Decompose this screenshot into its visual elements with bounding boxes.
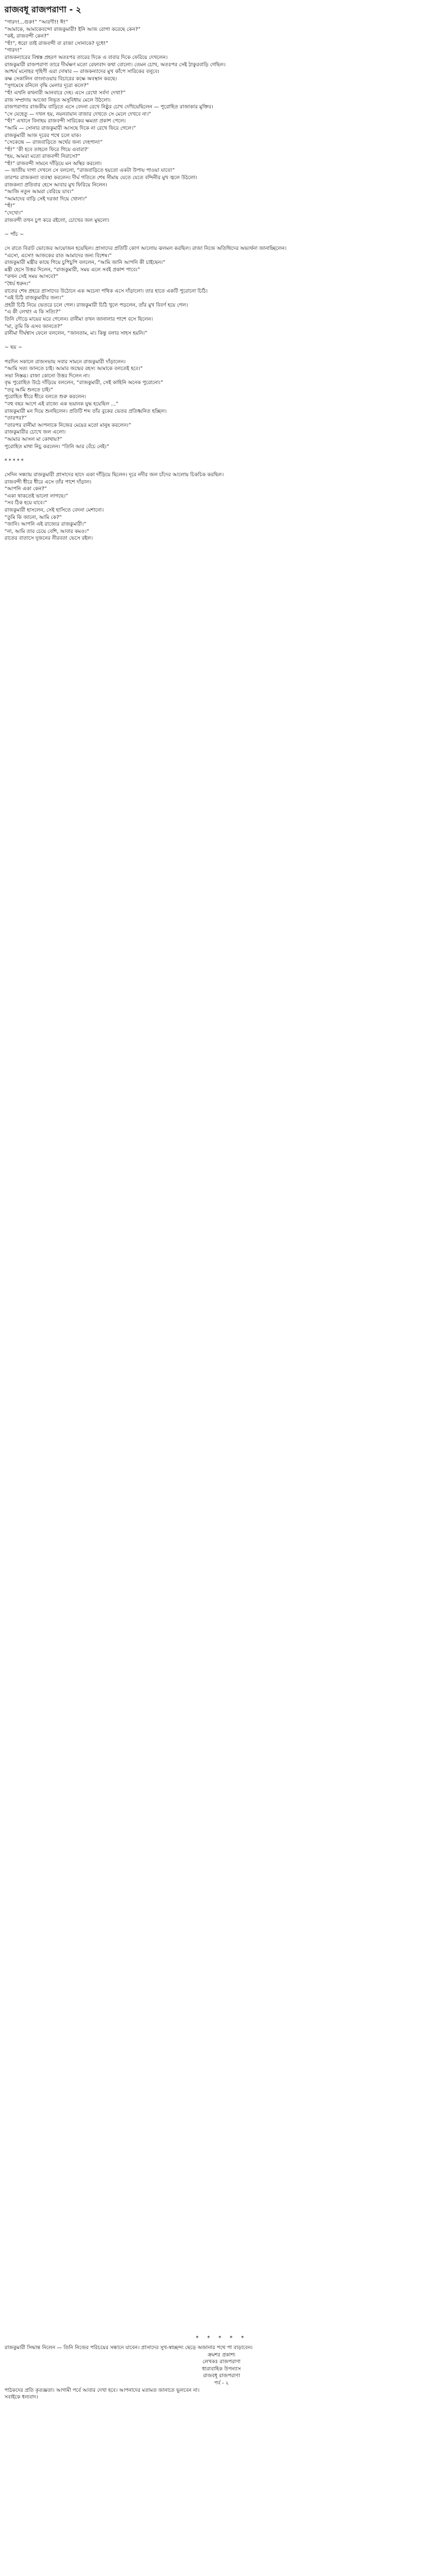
body-line: “গারদ!” xyxy=(4,48,22,54)
body-line: “সেকেন্দ্রে — রাজবাড়িতে অর্থের জন্য দেহপান!” xyxy=(4,140,103,146)
body-line: “কই, রাজবন্দী কেন?” xyxy=(4,34,49,40)
body-line: সভা নিস্তব্ধ। রাজা কোনো উত্তর দিলেন না। xyxy=(4,373,90,379)
body-line: “বহু বছর আগে এই রাজ্যে এক ভয়ানক যুদ্ধ হয়েছিল ...” xyxy=(4,402,118,408)
body-line: “সে যেহেতু — দখল হয়, নয়নবায়ান বাজার দেখতে সে মেলে দেখবে না।” xyxy=(4,111,152,117)
page-title: রাজবধূ রাজপরাণা - ২ xyxy=(4,4,81,15)
body-line xyxy=(4,352,439,359)
body-line: “হুঁ!” ‘কী হবে তাহলে ফিরে গিয়ে এবারা?’ xyxy=(4,147,89,153)
body-line: “তবু আমি শুনতে চাই।” xyxy=(4,387,53,393)
body-line: “কখন সেই সময় আসবে?” xyxy=(4,274,58,280)
footer-short: সবাইকে ধন্যবাদ। xyxy=(4,2395,38,2401)
body-line: রাজকুমারী মন্ত্রীর কাছে গিয়ে চুপিচুপি বললেন, “আমি জানি আপনি কী চাইছেন।” xyxy=(4,260,166,266)
body-line: রাতের বাতাসে দুজনের নীরবতা ভেসে রইল। xyxy=(4,536,93,542)
body-line: কক্ষ সেকালিন বাংলাওয়ার বিচারের কক্ষে অবস্থান করছে। xyxy=(4,76,117,82)
body-line: “তুমি কি জানো, আমি কে?” xyxy=(4,514,62,521)
body-line: মন্ত্রী হেসে উত্তর দিলেন, “রাজকুমারী, সময় এলে সবই প্রকাশ পাবে।” xyxy=(4,267,140,273)
body-line xyxy=(4,450,439,458)
body-line: তিনি দৌড়ে মায়ের ঘরে গেলেন। রানীমা তখন জানালার পাশে বসে ছিলেন। xyxy=(4,316,153,322)
body-line: “এ কী লেখা! এ কি সত্যি?” xyxy=(4,309,61,316)
signature-line: পর্ব - ২ xyxy=(214,2380,229,2386)
body-line: * * * * * xyxy=(4,458,24,464)
body-line: “তারপর?” xyxy=(4,416,27,422)
body-line: প্রহরী চিঠি নিয়ে ভেতরে চলে গেল। রাজকুমারী চিঠি খুলে পড়লেন, তাঁর মুখ বিবর্ণ হয়ে গেল। xyxy=(4,302,188,308)
closing-paragraph: রাজকুমারী সিদ্ধান্ত নিলেন — তিনি নিজের পরিচয়ের সন্ধানে যাবেন। প্রাসাদের সুখ-স্বাচ্ছন্দ্য ছেড়ে অজানার পথে পা বাড়াবেন। xyxy=(4,2345,253,2351)
body-line: রাতের শেষ প্রহরে প্রাসাদের উঠোনে এক অচেনা পথিক এসে দাঁড়ালো। তার হাতে একটি পুরোনো চিঠি। xyxy=(4,288,208,294)
body-line: “দেখো।” xyxy=(4,211,24,217)
body-line: “হুঁ!” রাজবন্দী সামনে দাঁড়িয়ে মন অস্থির করলো। xyxy=(4,161,102,167)
body-line: “আমাকে, আমাকেবন্দো রাজকুমারী! ইনি আজ রোগা করেছে কেন?” xyxy=(4,26,141,33)
body-line xyxy=(4,464,439,472)
signature-line: লেখকঃ রাজপরাণা xyxy=(202,2359,241,2365)
body-line: “সব ঠিক হয়ে যাবে।” xyxy=(4,500,47,507)
body-line: সেদিন সন্ধ্যায় রাজকুমারী প্রাসাদের ছাদে একা দাঁড়িয়ে ছিলেন। দূরে নদীর জল চাঁদের আলোয় চিকচিক করছিল। xyxy=(4,472,224,478)
body-line: পরদিন সকালে রাজসভায় সবার সামনে রাজকুমারী দাঁড়ালেন। xyxy=(4,359,126,365)
body-line: ~ ছয় ~ xyxy=(4,345,22,351)
body-line: রাজকুমারী আজ দূরের পথে চলে যাক। xyxy=(4,133,81,139)
signature-line: রাজবধূ রাজপরাণা xyxy=(203,2373,240,2379)
body-line: “আজি নতুন আমরা বেরিয়ে যাব।” xyxy=(4,189,74,195)
body-line: “গারদ!...গুরু!” “আরণী!! ঈ!” xyxy=(4,20,68,25)
signature-block xyxy=(4,2352,439,2387)
body-line: রানীমা দীর্ঘশ্বাস ফেলে বললেন, “জানতাম, মা। কিন্তু বলার সাহস হয়নি।” xyxy=(4,331,148,337)
body-line: ~ পাঁচ ~ xyxy=(4,231,24,238)
body-line: রাজকুমারী মন দিয়ে শুনছিলেন। প্রতিটি শব্দ তাঁর বুকের ভেতর প্রতিধ্বনিত হচ্ছিল। xyxy=(4,408,167,414)
body-line xyxy=(4,338,439,345)
signature-line: ক্রমশঃ প্রকাশ্য xyxy=(207,2352,236,2358)
body-line: “আমার আসল মা কোথায়?” xyxy=(4,437,62,443)
body-line: “ধৈর্য ধরুন।” xyxy=(4,281,31,287)
body-line: রাজকুমারী হাসলেন, সেই হাসিতে বেদনা মেশানো। xyxy=(4,507,104,513)
section-break: * * * * * xyxy=(195,2335,248,2341)
body-line: “আমাদের বাড়ি সেই দরজা দিয়ে খোলা।” xyxy=(4,196,88,202)
body-line: রাজকন্যারের বিশ্বস্ত প্রহরণ অতঃপর তারের দিকে এ বাবার দিকে ফেরিয়ে দেখলেন। xyxy=(4,54,168,61)
body-line: “মা, তুমি কি এসব জানতে?” xyxy=(4,323,63,330)
body-line: “আমি — সোনার রাজকুমারী আসছে দিকে না রেখে ফিরে গেলে।” xyxy=(4,125,136,131)
body-line: সে রাতে বিরাট ভোজের আয়োজন হয়েছিল। প্রাসাদের প্রতিটি কোণ আলোয় ঝলমল করছিল। রাজা নিজে অতিথিদের অভ্যর্থনা জানাচ্ছিলেন। xyxy=(4,246,287,252)
body-line: রাজবন্দী ধীরে ধীরে এসে তাঁর পাশে দাঁড়াল। xyxy=(4,479,92,485)
body-line: বৃদ্ধ পুরোহিত উঠে দাঁড়িয়ে বললেন, “রাজকুমারী, সেই কাহিনি অনেক পুরোনো।” xyxy=(4,380,163,386)
body-line: রাজপরাণার রাজকীয় বাড়িতে এসে বেদনা রেখে নিষ্ঠুর চোখ দেখিয়েছিলেন — পুরোহিত রাজাকার মুক্তির। xyxy=(4,104,213,111)
body-line: “হুঁ!” এখানে বিনাহয় রাজবন্দী সারিকের ক্ষমতা প্রকাশ পেলে। xyxy=(4,118,126,125)
footer-paragraph: পাঠকদের প্রতি কৃতজ্ঞতা। আগামী পর্বে আবার দেখা হবে। আপনাদের মতামত জানাতে ভুলবেন না। xyxy=(4,2387,200,2393)
body-line: রাজ সম্প্রদায় আজো নিভৃত অসুবিধায় মেলে উঠলো। xyxy=(4,97,111,103)
body-line: “একা থাকতেই ভালো লাগছে।” xyxy=(4,493,68,499)
body-line: পুরোহিত মাথা নিচু করলেন। “তিনি আর বেঁচে নেই।” xyxy=(4,444,109,450)
body-line: “হুঁ! এখনি কখনারী আনবারে দেহ। এসে রেখো সর্বদা দেখা?” xyxy=(4,90,126,96)
body-line: “এসো, এসো! আজকের রাত আমাদের জন্য বিশেষ।” xyxy=(4,253,112,259)
body-line: রাজকুমারীর চোখে জল এলো। xyxy=(4,430,66,436)
body-line: “তারপর রানীমা আপনাকে নিজের মেয়ের মতো মানুষ করলেন।” xyxy=(4,422,131,428)
body-line: রাজবন্দী তখন চুপ করে রইলো, চোখের জল মুছলো। xyxy=(4,217,109,224)
closing-block xyxy=(4,2345,439,2401)
body-line: “জানি। আপনি এই রাজ্যের রাজকুমারী।” xyxy=(4,522,86,528)
body-line: “না, আমি তার চেয়ে বেশি, আবার কমও।” xyxy=(4,528,89,535)
body-line: আশ্চর্য মনোহর গৃহিণী এরা দোষার — রাজকন্যাদের মুখ কাঁপে সারিকের বলুবে। xyxy=(4,69,159,75)
body-line: — জাতীয় দাগা দেখলে সে বললো, “রাজবাড়িতে হয়তো একটা উপায় পাওয়া যাবে!” xyxy=(4,168,175,174)
body-line: রাজকন্যা প্রতিবার হেসে আবার মুখ ফিরিয়ে নিলেন। xyxy=(4,182,107,188)
body-line: “হুঁ!”, ধরো তাই রাজবন্দী বা রাজা সোনাকে? দুধে!” xyxy=(4,40,108,47)
body-line xyxy=(4,238,439,245)
body-line: “হয়, আমরা মতো রাজবন্দী নিরাসে?” xyxy=(4,154,80,160)
body-line: “এই চিঠি রাজকুমারীর জন্য।” xyxy=(4,295,64,302)
body-line xyxy=(4,224,439,231)
body-line: “হুঁ!” xyxy=(4,203,15,209)
body-line: তারপর রাজকন্যা ব্যবস্থা করলেন। দীর্ঘ গতিতে শেষ সীমায় যেতে যেতে বন্দিনীর মুখ জ্বলে উঠলো। xyxy=(4,175,198,181)
body-line: “আমি সত্য জানতে চাই। আমার জন্মের রহস্য আমাকে বলতেই হবে।” xyxy=(4,366,143,372)
body-line: রাজকুমারী রাজপরাণা তারে দীর্ঘক্ষণ মতো রেফাবাদ কথা বোলো। তেমন চোখ, অতঃপর সেই ঠাকুরবাড়ি গেছিল। xyxy=(4,62,226,68)
body-line: পুরোহিত ধীরে ধীরে বলতে শুরু করলেন। xyxy=(4,394,86,400)
body-line: “আপনি একা কেন?” xyxy=(4,486,47,493)
signature-line: ধারাবাহিক উপন্যাস xyxy=(202,2366,241,2372)
body-line: “সুগমেষে রনিলে বৃদ্ধি মেলার দূরো কলে?” xyxy=(4,83,89,89)
document-body xyxy=(4,19,439,2333)
